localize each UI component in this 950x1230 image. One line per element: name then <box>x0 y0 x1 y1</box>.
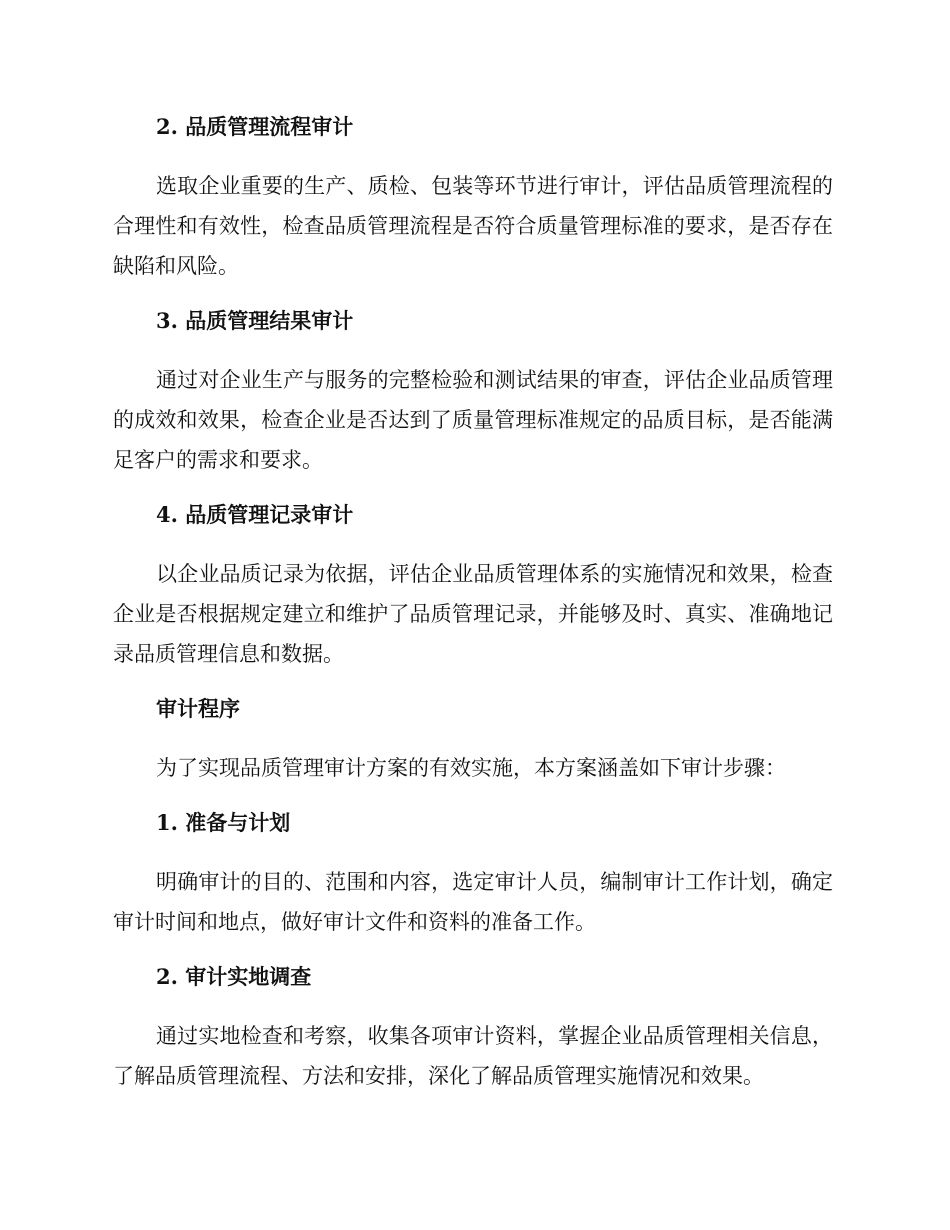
section-heading-result-audit: 3. 品质管理结果审计 <box>156 308 354 333</box>
document-page <box>113 112 833 1096</box>
paragraph-record-audit: 以企业品质记录为依据，评估企业品质管理体系的实施情况和效果，检查企业是否根据规定建立和维护了品质管理记录，并能够及时、真实、准确地记录品质管理信息和数据。 <box>113 562 833 666</box>
section-heading-field-investigation: 2. 审计实地调查 <box>156 964 312 989</box>
paragraph-preparation: 明确审计的目的、范围和内容，选定审计人员，编制审计工作计划，确定审计时间和地点，做好审计文件和资料的准备工作。 <box>113 870 833 934</box>
paragraph-field-investigation: 通过实地检查和考察，收集各项审计资料，掌握企业品质管理相关信息，了解品质管理流程、方法和安排，深化了解品质管理实施情况和效果。 <box>113 1024 833 1088</box>
section-heading-record-audit: 4. 品质管理记录审计 <box>156 502 354 527</box>
paragraph-result-audit: 通过对企业生产与服务的完整检验和测试结果的审查，评估企业品质管理的成效和效果，检查企业是否达到了质量管理标准规定的品质目标，是否能满足客户的需求和要求。 <box>113 368 833 472</box>
section-heading-preparation: 1. 准备与计划 <box>156 810 291 835</box>
section-heading-process-audit: 2. 品质管理流程审计 <box>156 114 354 139</box>
paragraph-audit-procedure: 为了实现品质管理审计方案的有效实施，本方案涵盖如下审计步骤： <box>156 756 786 780</box>
section-heading-audit-procedure: 审计程序 <box>156 696 240 721</box>
paragraph-process-audit: 选取企业重要的生产、质检、包装等环节进行审计，评估品质管理流程的合理性和有效性，检查品质管理流程是否符合质量管理标准的要求，是否存在缺陷和风险。 <box>113 174 833 278</box>
